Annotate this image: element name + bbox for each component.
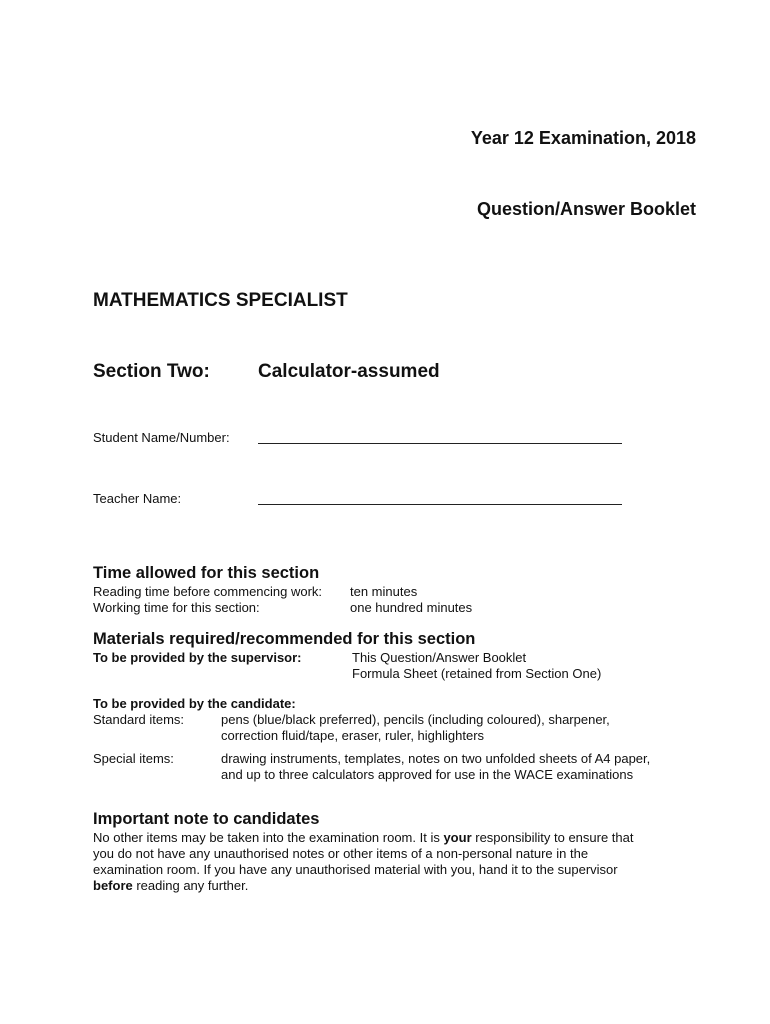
exam-title: Year 12 Examination, 2018	[470, 128, 696, 148]
reading-time-value: ten minutes	[350, 584, 418, 599]
student-name-line[interactable]	[258, 443, 622, 444]
important-note-heading: Important note to candidates	[93, 810, 320, 828]
section-value: Calculator-assumed	[258, 361, 440, 382]
special-items-line: drawing instruments, templates, notes on two unfolded sheets of A4 paper,	[221, 751, 651, 766]
booklet-title: Question/Answer Booklet	[476, 199, 696, 219]
candidate-label: To be provided by the candidate:	[93, 696, 296, 711]
note-line: No other items may be taken into the examination room. It is your responsibility to ensure that	[93, 830, 634, 845]
special-items-label: Special items:	[93, 751, 174, 766]
supervisor-label: To be provided by the supervisor:	[93, 650, 302, 665]
note-line: you do not have any unauthorised notes or other items of a non-personal nature in the	[93, 846, 589, 861]
standard-items-line: pens (blue/black preferred), pencils (including coloured), sharpener,	[221, 712, 610, 727]
standard-items-label: Standard items:	[93, 712, 185, 727]
note-line: before reading any further.	[93, 878, 249, 893]
working-time-label: Working time for this section:	[93, 600, 260, 615]
supervisor-item: Formula Sheet (retained from Section One)	[352, 666, 602, 681]
section-label: Section Two:	[93, 361, 210, 382]
student-name-label: Student Name/Number:	[93, 430, 230, 445]
reading-time-label: Reading time before commencing work:	[93, 584, 323, 599]
subject-title: MATHEMATICS SPECIALIST	[93, 290, 348, 311]
standard-items-line: correction fluid/tape, eraser, ruler, highlighters	[221, 728, 485, 743]
supervisor-item: This Question/Answer Booklet	[352, 650, 527, 665]
special-items-line: and up to three calculators approved for use in the WACE examinations	[221, 767, 634, 782]
materials-heading: Materials required/recommended for this section	[93, 630, 476, 648]
teacher-name-line[interactable]	[258, 504, 622, 505]
time-heading: Time allowed for this section	[93, 564, 320, 582]
working-time-value: one hundred minutes	[350, 600, 473, 615]
teacher-name-label: Teacher Name:	[93, 491, 182, 506]
note-line: examination room. If you have any unauthorised material with you, hand it to the supervisor	[93, 862, 618, 877]
